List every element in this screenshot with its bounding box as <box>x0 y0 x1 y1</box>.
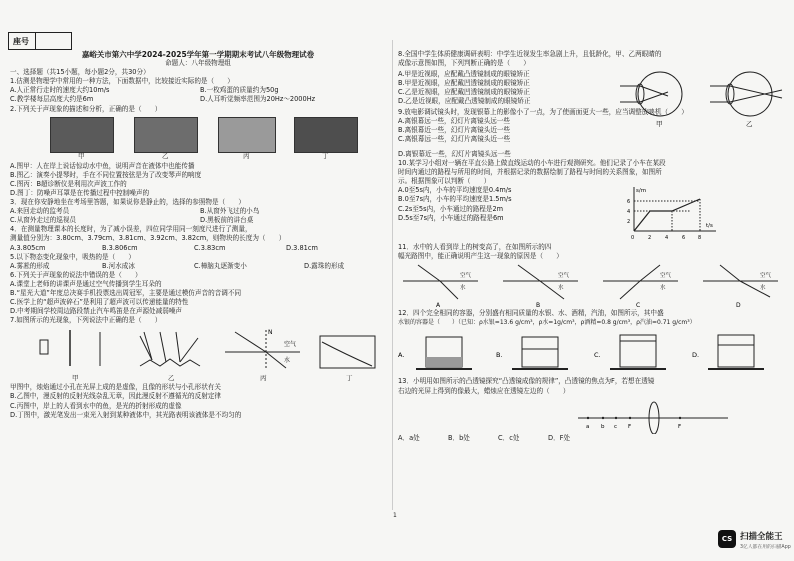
ray-c-air: 空气 <box>660 273 672 280</box>
refraction-fish-diagram <box>225 329 300 370</box>
q13-option-c: C．c处 <box>498 433 520 442</box>
question-10 <box>398 159 788 243</box>
q12-stem-line1: 12．四个完全相同的容器，分别盛有相同质量的水银、水、酒精，汽油，如图所示，其中盛 <box>398 309 664 318</box>
ray-diagram-b <box>503 265 578 309</box>
question-7 <box>10 316 386 419</box>
q8-label-jia: 甲 <box>656 120 663 128</box>
q3-stem: 3．现在你安静地坐在考场里答题，如果说你是静止的，选择的参照物是（ ） <box>10 198 245 207</box>
q7-label-jia: 甲 <box>72 374 79 383</box>
question-9 <box>398 108 788 144</box>
q7-normal-label: N <box>268 329 273 337</box>
photo-violin <box>134 117 198 153</box>
exam-author: 命题人：八年级物理组 <box>165 59 231 68</box>
ray-d-water: 水 <box>760 285 766 292</box>
graph-ylabel: s/m <box>636 188 647 195</box>
graph-xtick-0: 0 <box>631 235 635 242</box>
q2-option-d: D.图丁：防噪声耳罩是在传播过程中控制噪声的 <box>10 188 150 197</box>
question-4 <box>10 225 386 252</box>
q13-option-d: D．F处 <box>548 433 571 442</box>
q5-stem: 5.以下物态变化现象中，吸热的是（ ） <box>10 252 135 261</box>
q13-option-b: B．b处 <box>448 433 470 442</box>
ray-c-label: C <box>636 302 641 310</box>
graph-ytick-4: 4 <box>627 209 631 216</box>
q7-optics-svg <box>10 326 386 374</box>
lens-point-a: a <box>586 423 590 430</box>
graph-xtick-2: 2 <box>648 235 652 242</box>
question-12 <box>398 309 788 377</box>
ray-a-label: A <box>436 302 441 310</box>
q2-label-bing: 丙 <box>243 151 250 160</box>
q3-option-b: B.从窗外飞过的小鸟 <box>200 207 260 216</box>
q13-option-a: A．a处 <box>398 433 420 442</box>
q2-label-ding: 丁 <box>322 151 329 160</box>
container-b <box>496 337 568 369</box>
q5-option-c: C.樟脑丸逐渐变小 <box>194 261 247 270</box>
ray-a-water: 水 <box>460 285 466 292</box>
q9-option-b: B.离银幕近一些，幻灯片离镜头近一些 <box>398 126 511 135</box>
q2-label-yi: 乙 <box>162 151 169 160</box>
ray-b-label: B <box>536 302 541 310</box>
ray-d-air: 空气 <box>760 273 772 280</box>
q5-option-d: D.露珠的形成 <box>304 261 345 270</box>
q6-option-c: C.医学上的“超声波碎石”是利用了超声波可以传递能量的特性 <box>10 298 189 307</box>
q9-option-c: C.离银幕远一些，幻灯片离镜头近一些 <box>398 135 511 144</box>
q9-option-a: A.离银幕远一些，幻灯片离镜头远一些 <box>398 117 510 126</box>
q1-option-c: C.教学楼每层高度大约是6m <box>10 95 94 104</box>
q8-option-a: A.甲是近视眼，应配戴凸透镜制成的眼镜矫正 <box>398 70 530 78</box>
ray-diagram-c <box>603 265 678 309</box>
photo-ear-muffs <box>294 117 358 153</box>
lens-point-b: b <box>601 423 605 430</box>
q4-option-a: A.3.805cm <box>10 243 46 252</box>
q8-stem-line2: 成像示意图如图，下列判断正确的是（ ） <box>398 59 530 68</box>
camscanner-logo-icon: CS <box>718 530 736 548</box>
q6-stem: 6.下列关于声现象的说法中错误的是（ ） <box>10 270 142 279</box>
q4-stem-line1: 4．在测量物理课本的长度时，为了减小误差，四位同学用同一刻度尺进行了测量， <box>10 225 252 234</box>
q7-water-label: 水 <box>284 357 291 365</box>
ray-diagram-d <box>703 265 778 309</box>
q8-option-b: B.甲是近视眼，应配戴凹透镜制成的眼镜矫正 <box>398 79 530 88</box>
q13-lens-diagram <box>398 396 788 434</box>
q8-stem-line1: 8.全国中学生体质健康调研表明：中学生近视发生率急剧上升，且低龄化，甲、乙两眼睛的 <box>398 50 662 58</box>
question-2 <box>10 105 386 198</box>
container-a-label: A. <box>398 351 405 360</box>
container-a <box>398 337 472 369</box>
ray-d-label: D <box>736 302 741 310</box>
q2-option-a: A.图甲：人在岸上说话惊动水中鱼，说明声音在液体中也能传播 <box>10 161 195 170</box>
photo-fisherman <box>50 117 114 153</box>
graph-xtick-6: 6 <box>682 235 686 242</box>
container-d <box>692 335 764 369</box>
container-c-label: C. <box>594 351 601 360</box>
q6-option-b: B.“星光大道”年度总决赛手机投票选出周冠军，主要是通过模仿声音的音调不同 <box>10 288 242 297</box>
watermark-subtitle: 3亿人都在用的扫描App <box>740 545 791 550</box>
q6-option-a: A.课堂上老师的讲课声是通过空气传播到学生耳朵的 <box>10 279 162 288</box>
question-11 <box>398 243 788 309</box>
container-b-label: B. <box>496 351 503 360</box>
graph-ytick-6: 6 <box>627 199 631 206</box>
q10-stem-line3: 示。根据图象可以判断（ ） <box>398 177 491 186</box>
lens-point-c: c <box>614 423 618 430</box>
q10-option-a: A.0至5s内，小车的平均速度是0.4m/s <box>398 186 512 195</box>
q10-stem-line1: 10.某学习小组对一辆在平直公路上做直线运动的小车进行观测研究。他们记录了小车在某段 <box>398 159 666 168</box>
q1-stem: 1.估测是物理学中常用的一种方法，下面数据中，比较接近实际的是（ ） <box>10 77 234 86</box>
q7-option-c: C.丙图中，岸上的人看到水中的鱼，是光的折射形成的虚像 <box>10 401 182 410</box>
watermark-name: 扫描全能王 <box>740 532 783 542</box>
q7-label-ding: 丁 <box>346 374 353 383</box>
container-d-label: D. <box>692 351 700 360</box>
question-13 <box>398 377 788 442</box>
container-c <box>594 335 666 369</box>
q8-option-d: D.乙是近视眼，应配戴凸透镜制成的眼镜矫正 <box>398 97 531 106</box>
q2-figure <box>10 115 386 161</box>
q10-stem-line2: 时间内通过的路程与所用的时间，并根据记录的数据绘制了路程与时间的关系图象，如图所 <box>398 168 662 177</box>
q7-air-label: 空气 <box>284 341 297 349</box>
q7-option-a: 甲图中，烛焰通过小孔在光屏上成的是虚像，且像的形状与小孔形状有关 <box>10 383 221 392</box>
lens-focus-right: F <box>678 423 682 430</box>
q1-option-b: B.一枚鸡蛋的质量约为50g <box>200 86 279 95</box>
graph-xtick-8: 8 <box>698 235 702 242</box>
q11-stem-line1: 11．水中的人看到岸上的树变高了，在如图所示的四 <box>398 243 552 252</box>
q7-stem: 7.如图所示的光现象，下列说法中正确的是（ ） <box>10 316 162 325</box>
photo-b-ultrasound <box>218 117 276 153</box>
q4-option-c: C.3.83cm <box>194 243 226 252</box>
graph-xlabel: t/s <box>706 223 713 230</box>
liquid-tank-diagram <box>320 336 375 368</box>
page-number: 1 <box>393 512 397 519</box>
q11-stem-line2: 幅光路图中，能正确说明产生这一现象的原因是（ ） <box>398 252 563 261</box>
right-column <box>398 50 788 443</box>
q5-option-b: B.河水成冰 <box>102 261 135 270</box>
q12-stem-line2: 水银的容器是（ ）（已知：ρ水银=13.6 g/cm³，ρ水=1g/cm³，ρ酒精=0.8 g/cm³，ρ汽油=0.71 g/cm³） <box>398 319 696 327</box>
q4-stem-line2: 测量值分别为：3.80cm、3.79cm、3.81cm、3.92cm、3.82cm，则物块的长度为（ ） <box>10 234 286 243</box>
q11-ray-diagrams <box>398 261 788 309</box>
seat-label: 座号 <box>13 37 29 46</box>
q2-label-jia: 甲 <box>78 151 85 160</box>
exam-title: 嘉峪关市第六中学2024-2025学年第一学期期末考试八年级物理试卷 <box>81 50 315 59</box>
diffuse-reflection-diagram <box>140 332 200 366</box>
q2-stem: 2.下列关于声现象的描述和分析，正确的是（ ） <box>10 104 162 113</box>
q13-stem-line1: 13．小明用如图所示的凸透镜探究“凸透镜成像的规律”，凸透镜的焦点为F，若想在透镜 <box>398 377 655 386</box>
ray-b-water: 水 <box>558 285 564 292</box>
graph-ytick-2: 2 <box>627 219 631 226</box>
q3-option-d: D.黑板前的讲台桌 <box>200 216 254 225</box>
column-divider <box>392 40 393 510</box>
seat-number-box <box>8 32 72 50</box>
q2-option-c: C.图丙：B超诊断仪是利用次声波工作的 <box>10 179 127 188</box>
q10-option-c: C.2s至5s内，小车通过的路程是2m <box>398 204 504 213</box>
q8-label-yi: 乙 <box>746 120 753 128</box>
graph-xtick-4: 4 <box>665 235 669 242</box>
q12-containers <box>398 327 788 377</box>
section-heading: 一、选择题（共15小题，每小题2分，共30分） <box>10 68 150 77</box>
q9-option-d: D.离银幕近一些，幻灯片离镜头远一些 <box>398 150 511 158</box>
scanner-watermark <box>718 528 790 556</box>
q7-option-b: B.乙图中，漫反射的反射光线杂乱无章，因此漫反射不遵循光的反射定律 <box>10 392 222 401</box>
ray-c-water: 水 <box>660 285 666 292</box>
ray-diagram-a <box>403 265 478 309</box>
q10-option-b: B.0至7s内，小车的平均速度是1.5m/s <box>398 195 512 204</box>
ray-b-air: 空气 <box>558 273 570 280</box>
q3-option-a: A.来回走动的监考员 <box>10 207 70 216</box>
q1-option-d: D.人耳听觉频率范围为20Hz～2000Hz <box>200 95 316 104</box>
q5-option-a: A.雾凇的形成 <box>10 261 50 270</box>
question-1 <box>10 77 386 104</box>
q1-option-a: A.人正常行走时的速度大约10m/s <box>10 86 110 95</box>
q7-label-yi: 乙 <box>168 374 175 383</box>
left-column <box>10 50 386 420</box>
q13-stem-line2: 右边的光屏上得到的像最大，蜡烛应在透镜左边的（ ） <box>398 386 570 395</box>
question-8 <box>398 50 788 146</box>
question-5 <box>10 253 386 271</box>
q8-option-c: C.乙是近视眼，应配戴凹透镜制成的眼镜矫正 <box>398 88 530 97</box>
q7-label-bing: 丙 <box>260 374 267 383</box>
q8-options <box>398 70 613 106</box>
q7-figure <box>10 326 386 382</box>
q10-option-d: D.5s至7s内，小车通过的路程是6m <box>398 213 504 222</box>
q4-option-b: B.3.806cm <box>102 243 138 252</box>
ray-a-air: 空气 <box>460 273 472 280</box>
q9-stem: 9.放电影调试镜头时，发现银幕上的影像小了一点，为了使画面更大一些，应当调整放映机（ ） <box>398 108 688 116</box>
q7-option-d: D.丁图中，激光笔发出一束光入射到某种液体中，其光路表明该液体是不均匀的 <box>10 410 242 419</box>
q4-option-d: D.3.81cm <box>286 243 318 252</box>
question-3 <box>10 198 386 225</box>
q10-st-graph <box>620 185 720 241</box>
q3-option-c: C.从窗外走过的巡视员 <box>10 216 77 225</box>
q6-option-d: D.中考期间学校周边路段禁止汽车鸣笛是在声源处减弱噪声 <box>10 307 183 316</box>
lens-focus-left: F <box>628 423 632 430</box>
question-6 <box>10 271 386 316</box>
q2-option-b: B.图乙：演奏小提琴时，手在不同位置按弦是为了改变琴声的响度 <box>10 170 202 179</box>
pinhole-diagram <box>40 330 100 366</box>
